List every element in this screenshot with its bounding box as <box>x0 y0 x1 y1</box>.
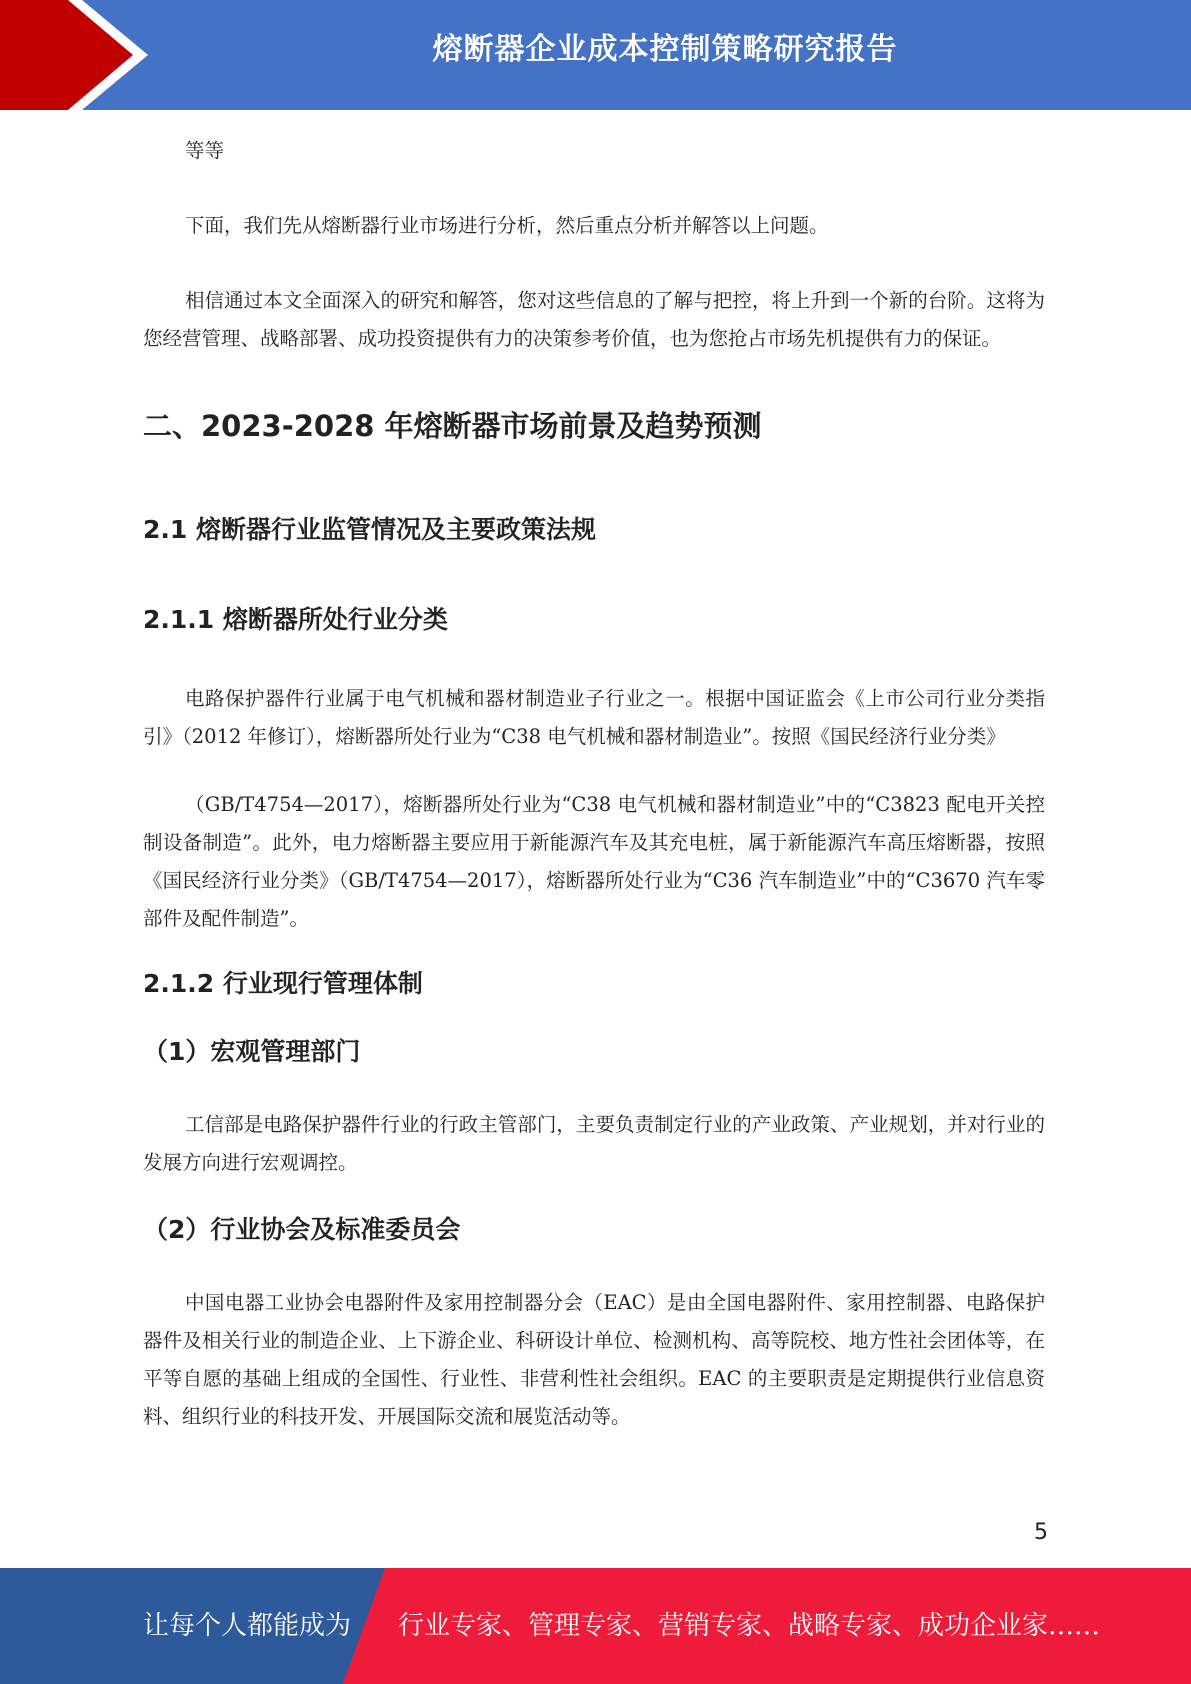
report-title: 熔断器企业成本控制策略研究报告 <box>432 32 898 67</box>
footer-slogan-left: 让每个人都能成为 <box>143 1611 352 1641</box>
paragraph-gb-classification: （GB/T4754—2017），熔断器所处行业为“C38 电气机械和器材制造业”中的“C3823 配电开关控制设备制造”。此外，电力熔断器主要应用于新能源汽车及其充电桩，属于新能源汽车高压熔断器，按照《国民经济行业分类》（GB/T4754—2017），熔断器所处行业为“C36 汽车制造业”中的“C3670 汽车零部件及配件制造”。 <box>143 793 1045 930</box>
footer-banner <box>0 1568 1191 1684</box>
page-number: 5 <box>1034 1520 1048 1545</box>
header-chevron-decoration <box>0 0 160 110</box>
subsection-heading-2-1: 2.1 熔断器行业监管情况及主要政策法规 <box>143 515 596 544</box>
subsection-heading-2-1-1: 2.1.1 熔断器所处行业分类 <box>143 605 448 634</box>
paragraph-miit: 工信部是电路保护器件行业的行政主管部门，主要负责制定行业的产业政策、产业规划，并对行业的发展方向进行宏观调控。 <box>143 1113 1045 1174</box>
section-heading-2: 二、2023-2028 年熔断器市场前景及趋势预测 <box>143 409 762 443</box>
paragraph-etc: 等等 <box>185 139 225 162</box>
heading-industry-association: （2）行业协会及标准委员会 <box>143 1215 461 1244</box>
header-banner <box>0 0 1191 110</box>
heading-macro-management: （1）宏观管理部门 <box>143 1037 361 1066</box>
footer-slogan-right: 行业专家、管理专家、营销专家、战略专家、成功企业家…… <box>398 1611 1101 1641</box>
paragraph-intro: 下面，我们先从熔断器行业市场进行分析，然后重点分析并解答以上问题。 <box>185 214 829 237</box>
document-body <box>143 132 1045 1436</box>
paragraph-industry-classification: 电路保护器件行业属于电气机械和器材制造业子行业之一。根据中国证监会《上市公司行业分类指引》（2012 年修订），熔断器所处行业为“C38 电气机械和器材制造业”。按照《国民经济行业分类》 <box>143 687 1045 748</box>
subsection-heading-2-1-2: 2.1.2 行业现行管理体制 <box>143 969 423 998</box>
paragraph-belief: 相信通过本文全面深入的研究和解答，您对这些信息的了解与把控，将上升到一个新的台阶。这将为您经营管理、战略部署、成功投资提供有力的决策参考价值，也为您抢占市场先机提供有力的保证。 <box>143 289 1045 350</box>
paragraph-eac: 中国电器工业协会电器附件及家用控制器分会（EAC）是由全国电器附件、家用控制器、电路保护器件及相关行业的制造企业、上下游企业、科研设计单位、检测机构、高等院校、地方性社会团体等，在平等自愿的基础上组成的全国性、行业性、非营利性社会组织。EAC 的主要职责是定期提供行业信息资料、组织行业的科技开发、开展国际交流和展览活动等。 <box>143 1291 1045 1428</box>
